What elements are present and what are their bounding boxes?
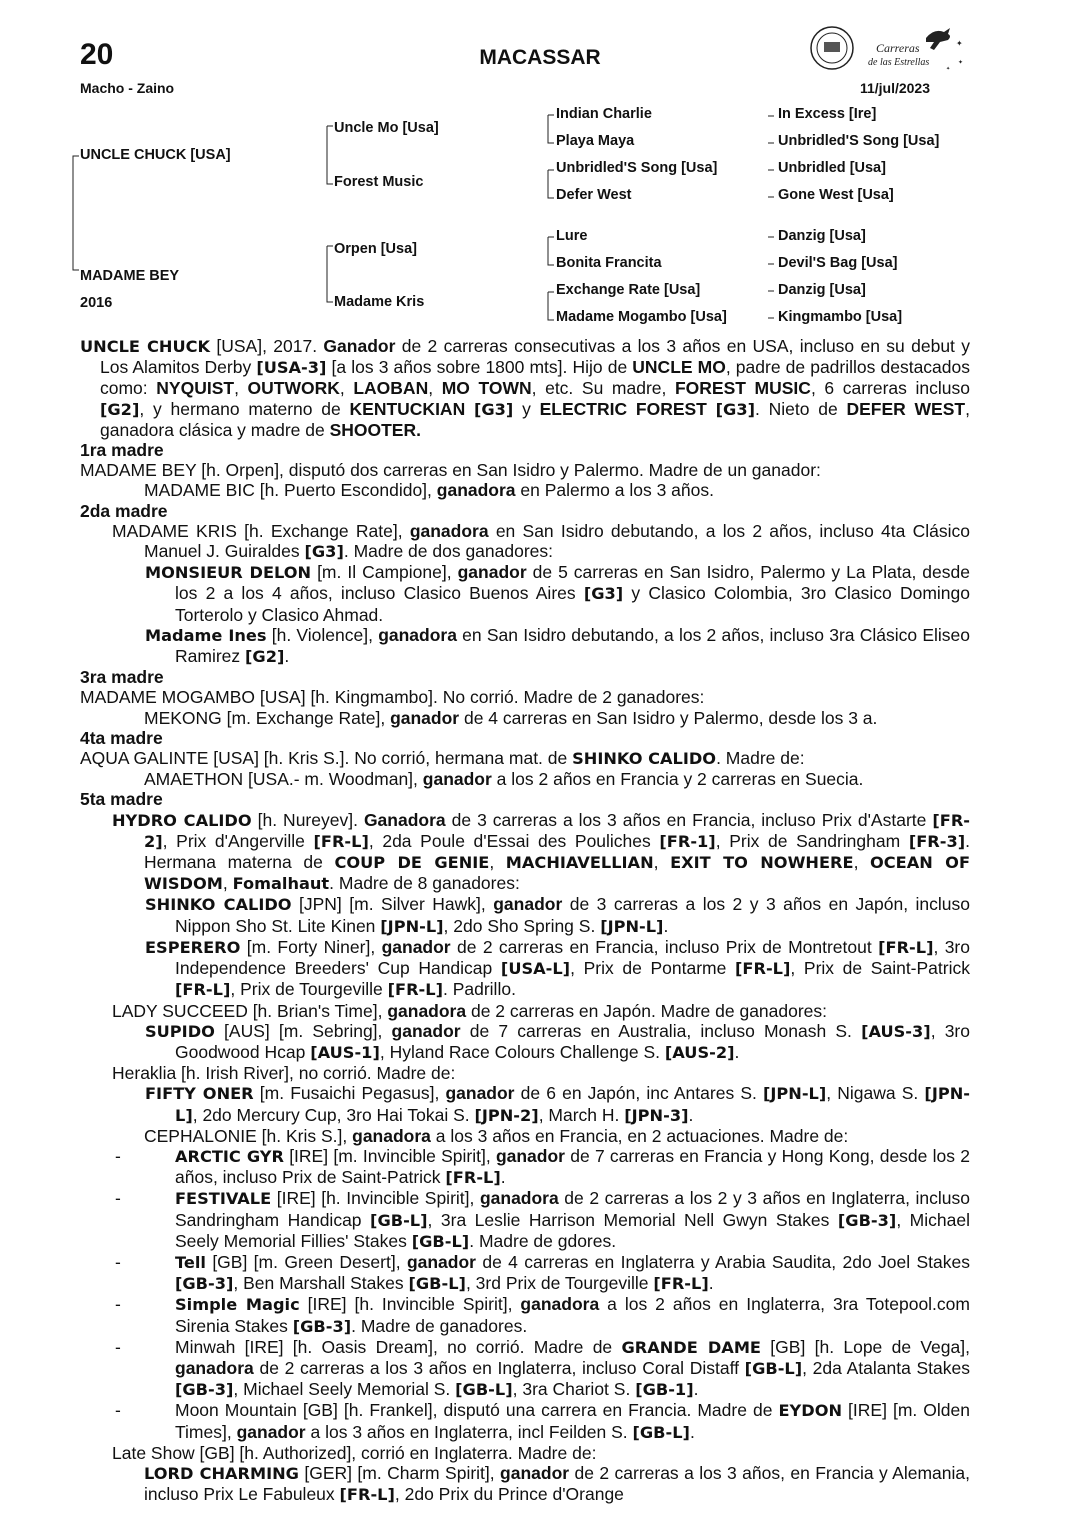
- gen3-entry: Bonita Francita: [556, 255, 662, 271]
- gen4-entry: Danzig [Usa]: [778, 228, 866, 244]
- gen2-entry: Uncle Mo [Usa]: [334, 120, 439, 136]
- dam-paragraph: UNCLE CHUCK [USA], 2017. Ganador de 2 carreras consecutivas a los 3 años en USA, incluso en su debut y Los Alamitos Derby [USA-3] [a los 3 años sobre 1800 mts]. Hijo de UNCLE MO, padre de padrillos destacados como: NYQUIST, OUTWORK, LAOBAN, MO TOWN, etc. Su madre, FOREST MUSIC, 6 carreras incluso [G2], y hermano materno de KENTUCKIAN [G3] y ELECTRIC FOREST [G3]. Nieto de DEFER WEST, ganadora clásica y madre de SHOOTER.: [80, 336, 970, 440]
- offspring-entry: SUPIDO [AUS] [m. Sebring], ganador de 7 carreras en Australia, incluso Monash S. [AUS-3], 3ro Goodwood Hcap [AUS-1], Hyland Race Colours Challenge S. [AUS-2].: [145, 1020, 970, 1062]
- offspring-entry: MADAME BIC [h. Puerto Escondido], ganadora en Palermo a los 3 años.: [144, 480, 714, 501]
- offspring-entry: SHINKO CALIDO [JPN] [m. Silver Hawk], ganador de 3 carreras a los 2 y 3 años en Japón, incluso Nippon Sho St. Lite Kinen [JPN-L], 2do Sho Spring S. [JPN-L].: [145, 894, 970, 936]
- logo-carreras-text: Carreras: [876, 41, 920, 55]
- star-icon: ✦: [946, 66, 951, 72]
- gen4-entry: Devil'S Bag [Usa]: [778, 255, 898, 271]
- offspring-entry: MEKONG [m. Exchange Rate], ganador de 4 carreras en San Isidro y Palermo, desde los 3 a.: [144, 707, 878, 728]
- page-number: 20: [80, 38, 114, 71]
- offspring-entry: CEPHALONIE [h. Kris S.], ganadora a los 3 años en Francia, en 2 actuaciones. Madre de:: [144, 1125, 849, 1146]
- gen3-entry: Indian Charlie: [556, 106, 652, 122]
- offspring-entry: - Simple Magic [IRE] [h. Invincible Spirit], ganadora a los 2 años en Inglaterra, 3ra Totepool.com Sirenia Stakes [GB-3]. Madre de ganadores.: [115, 1294, 970, 1336]
- gen3-entry: Defer West: [556, 187, 632, 203]
- dam-paragraph: MADAME BEY [h. Orpen], disputó dos carreras en San Isidro y Palermo. Madre de un ganador:: [80, 460, 821, 481]
- dam-name: MADAME BEY: [80, 268, 180, 284]
- offspring-entry: Heraklia [h. Irish River], no corrió. Madre de:: [112, 1063, 456, 1084]
- dam-year: 2016: [80, 295, 113, 311]
- gen4-entry: Kingmambo [Usa]: [778, 309, 903, 325]
- gen4-entry: Unbridled'S Song [Usa]: [778, 133, 940, 149]
- horse-name-title: MACASSAR: [479, 46, 601, 69]
- family-history-text: [80, 336, 970, 1505]
- dash-bullet: -: [115, 1145, 121, 1166]
- offspring-entry: Late Show [GB] [h. Authorized], corrió en Inglaterra. Madre de:: [112, 1442, 597, 1463]
- offspring-entry: - Moon Mountain [GB] [h. Frankel], disputó una carrera en Francia. Madre de EYDON [IRE] [m. Olden Times], ganador a los 3 años en Inglaterra, incl Feilden S. [GB-L].: [115, 1400, 971, 1442]
- sex-color-label: Macho - Zaino: [80, 80, 175, 96]
- dam-paragraph: MADAME MOGAMBO [USA] [h. Kingmambo]. No corrió. Madre de 2 ganadores:: [80, 687, 705, 708]
- gen4-entry: Danzig [Usa]: [778, 282, 866, 298]
- gen3-entry: Exchange Rate [Usa]: [556, 282, 701, 298]
- star-icon: ✦: [958, 60, 964, 66]
- gen4-entry: In Excess [Ire]: [778, 106, 877, 122]
- dash-bullet: -: [115, 1188, 121, 1209]
- offspring-entry: LADY SUCCEED [h. Brian's Time], ganadora de 2 carreras en Japón. Madre de ganadores:: [112, 1000, 828, 1021]
- dam-paragraph: AQUA GALINTE [USA] [h. Kris S.]. No corrió, hermana mat. de SHINKO CALIDO. Madre de:: [80, 748, 805, 769]
- gen4-entry: Unbridled [Usa]: [778, 160, 886, 176]
- sire-name: UNCLE CHUCK [USA]: [80, 147, 231, 163]
- offspring-entry: ESPERERO [m. Forty Niner], ganador de 2 carreras en Francia, incluso Prix de Montretout [FR-L], 3ro Independence Breeders' Cup Handicap [USA-L], Prix de Pontarme [FR-L], Prix de Saint-Patrick [FR-L], Prix de Tourgeville [FR-L]. Padrillo.: [145, 936, 970, 1000]
- gen2-entry: Orpen [Usa]: [334, 241, 417, 257]
- star-icon: ✦: [956, 39, 963, 48]
- dash-bullet: -: [115, 1336, 121, 1357]
- dash-bullet: -: [115, 1294, 121, 1315]
- pedigree-bracket-lines: [0, 0, 1080, 336]
- gen3-entry: Lure: [556, 228, 588, 244]
- section-heading: 4ta madre: [80, 727, 163, 748]
- section-heading: 5ta madre: [80, 789, 163, 810]
- section-heading: 3ra madre: [80, 667, 164, 688]
- gen4-entry: Gone West [Usa]: [778, 187, 894, 203]
- offspring-entry: - Tell [GB] [m. Green Desert], ganador de 4 carreras en Inglaterra y Arabia Saudita, 2do Joel Stakes [GB-3], Ben Marshall Stakes [GB-L], 3rd Prix de Tourgeville [FR-L].: [115, 1251, 970, 1294]
- section-heading: 2da madre: [80, 500, 168, 521]
- offspring-entry: LORD CHARMING [GER] [m. Charm Spirit], ganador de 2 carreras a los 3 años, en Francia y Alemania, incluso Prix Le Fabuleux [FR-L], 2do Prix du Prince d'Orange: [144, 1462, 970, 1505]
- date-label: 11/jul/2023: [859, 80, 930, 96]
- gen2-entry: Madame Kris: [334, 294, 425, 310]
- offspring-entry: MONSIEUR DELON [m. Il Campione], ganador de 5 carreras en San Isidro, Palermo y La Plata, desde los 2 a los 4 años, incluso Clasico Buenos Aires [G3] y Clasico Colombia, 3ro Clasico Domingo Torterolo y Clasico Ahmad.: [145, 562, 971, 625]
- gen3-entry: Unbridled'S Song [Usa]: [556, 160, 718, 176]
- dash-bullet: -: [115, 1251, 121, 1272]
- offspring-entry: - ARCTIC GYR [IRE] [m. Invincible Spirit], ganador de 7 carreras en Francia y Hong Kong, desde los 2 años, incluso Prix de Saint-Patrick [FR-L].: [115, 1145, 970, 1188]
- offspring-entry: - Minwah [IRE] [h. Oasis Dream], no corrió. Madre de GRANDE DAME [GB] [h. Lope de Vega], ganadora de 2 carreras a los 3 años en Inglaterra, incluso Coral Distaff [GB-L], 2da Atalanta Stakes [GB-3], Michael Seely Memorial S. [GB-L], 3ra Chariot S. [GB-1].: [115, 1336, 970, 1400]
- offspring-entry: Madame Ines [h. Violence], ganadora en San Isidro debutando, a los 2 años, incluso 3ra Clásico Eliseo Ramirez [G2].: [145, 624, 970, 667]
- offspring-entry: AMAETHON [USA.- m. Woodman], ganador a los 2 años en Francia y 2 carreras en Suecia.: [144, 769, 864, 790]
- gen3-entry: Madame Mogambo [Usa]: [556, 309, 727, 325]
- section-heading: 1ra madre: [80, 440, 164, 461]
- gen3-entry: Playa Maya: [556, 133, 635, 149]
- logo-estrellas-text: de las Estrellas: [868, 57, 930, 68]
- gen2-entry: Forest Music: [334, 174, 424, 190]
- dash-bullet: -: [115, 1400, 121, 1421]
- offspring-entry: FIFTY ONER [m. Fusaichi Pegasus], ganador de 6 en Japón, inc Antares S. [JPN-L], Nigawa S. [JPN-L], 2do Mercury Cup, 3ro Hai Tokai S. [JPN-2], March H. [JPN-3].: [145, 1083, 970, 1125]
- offspring-entry: MADAME KRIS [h. Exchange Rate], ganadora en San Isidro debutando, a los 2 años, incluso 4ta Clásico Manuel J. Guiraldes [G3]. Madre de dos ganadores:: [112, 520, 970, 562]
- offspring-entry: HYDRO CALIDO [h. Nureyev]. Ganadora de 3 carreras a los 3 años en Francia, incluso Prix d'Astarte [FR-2], Prix d'Angerville [FR-L], 2da Poule d'Essai des Pouliches [FR-1], Prix de Sandringham [FR-3]. Hermana materna de COUP DE GENIE, MACHIAVELLIAN, EXIT TO NOWHERE, OCEAN OF WISDOM, Fomalhaut. Madre de 8 ganadores:: [112, 809, 970, 894]
- offspring-entry: - FESTIVALE [IRE] [h. Invincible Spirit], ganadora de 2 carreras a los 2 y 3 años en Inglaterra, incluso Sandringham Handicap [GB-L], 3ra Leslie Harrison Memorial Nell Gwyn Stakes [GB-3], Michael Seely Memorial Fillies' Stakes [GB-L]. Madre de gdores.: [115, 1188, 970, 1251]
